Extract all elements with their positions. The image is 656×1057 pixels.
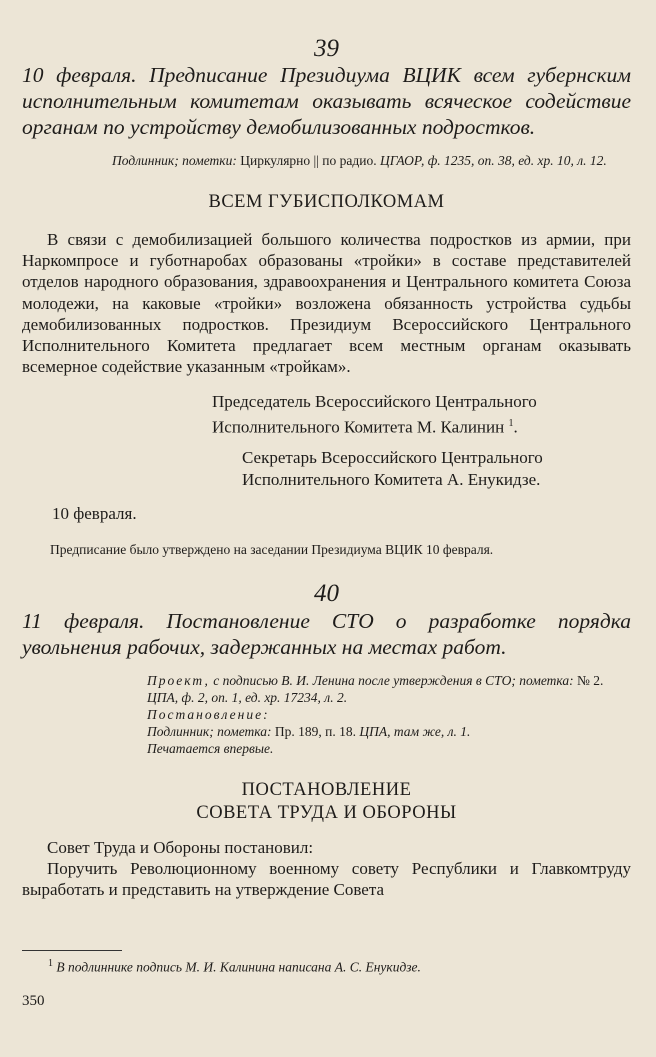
source-draft-mark: № 2. (573, 672, 604, 688)
source-note-39 (112, 152, 631, 169)
footnote-text: В подлиннике подпись М. И. Калинина написана А. С. Енукидзе. (53, 959, 421, 975)
signature-chairman: Председатель Всероссийского Центрального Исполнительного Комитета М. Калинин $^1$. (212, 392, 537, 437)
document-title-39: ВСЕМ ГУБИСПОЛКОМАМ (208, 192, 445, 212)
document-heading-39: 10 февраля. Предписание Президиума ВЦИК всем губернским исполнительным комитетам оказывать всяческое содействие органам по устройству демобилизованных подростков. (22, 63, 631, 139)
source-label: Подлинник; пометки: (112, 153, 237, 168)
signature-chairman-line1: Председатель Всероссийского Центрального (212, 392, 537, 412)
document-body-39: В связи с демобилизацией большого количества подростков из армии, при Наркомпросе и губотнаробах образованы «тройки» в составе представителей отделов народного образования, здравоохранения и Центрального комитета Союза молодежи, на каковые «тройки» возложена обязанность устройства судьбы демобилизованных подростков. Президиум Всероссийского Центрального Исполнительного Комитета предлагает всем местным органам оказывать всемерное содействие указанным «тройкам». (22, 230, 631, 377)
signature-secretary (242, 447, 631, 489)
source-draft-label: Проект, (147, 672, 210, 688)
source-draft-archive: ЦПА, ф. 2, оп. 1, ед. хр. 17234, л. 2. (147, 689, 348, 705)
resolution-paragraph-2: Поручить Революционному военному совету Республики и Главкомтруду выработать и представить на утверждение Совета (22, 859, 631, 900)
source-draft-text: с подписью В. И. Ленина после утверждения в СТО; пометка: (209, 672, 574, 688)
document-title-40-line2: СОВЕТА ТРУДА И ОБОРОНЫ (196, 802, 457, 823)
source-original-archive: ЦПА, там же, л. 1. (356, 723, 471, 739)
document-number-40: 40 (314, 579, 339, 607)
document-title-40-line1: ПОСТАНОВЛЕНИЕ (241, 779, 412, 800)
source-resolution-label: Постановление: (147, 706, 270, 722)
signature-secretary-line1: Секретарь Всероссийского Центрального (242, 448, 543, 468)
source-archive: ЦГАОР, ф. 1235, оп. 38, ед. хр. 10, л. 12. (379, 153, 607, 168)
footnote (48, 958, 421, 976)
source-original-label: Подлинник; пометка: (147, 723, 272, 739)
footnote-rule (22, 950, 122, 951)
source-first-print: Печатается впервые. (147, 740, 274, 756)
document-number-39: 39 (314, 35, 339, 62)
signature-chairman-line2: Исполнительного Комитета М. Калинин (212, 417, 505, 437)
signature-secretary-line2: Исполнительного Комитета А. Енукидзе. (242, 469, 541, 489)
document-title-40 (22, 779, 631, 825)
source-mark: Циркулярно || по радио. (240, 153, 377, 168)
source-note-40 (147, 672, 631, 757)
approval-note: Предписание было утверждено на заседании Президиума ВЦИК 10 февраля. (50, 541, 494, 557)
document-heading-40: 11 февраля. Постановление СТО о разработке порядка увольнения рабочих, задержанных на местах работ. (22, 608, 631, 659)
source-original-mark: Пр. 189, п. 18. (271, 723, 356, 739)
resolution-paragraph-1: Совет Труда и Обороны постановил: (47, 837, 314, 857)
footnote-number: 1 (48, 958, 53, 969)
footnote-marker: 1 (508, 417, 514, 429)
page-number: 350 (22, 993, 45, 1009)
document-date: 10 февраля. (52, 503, 137, 523)
